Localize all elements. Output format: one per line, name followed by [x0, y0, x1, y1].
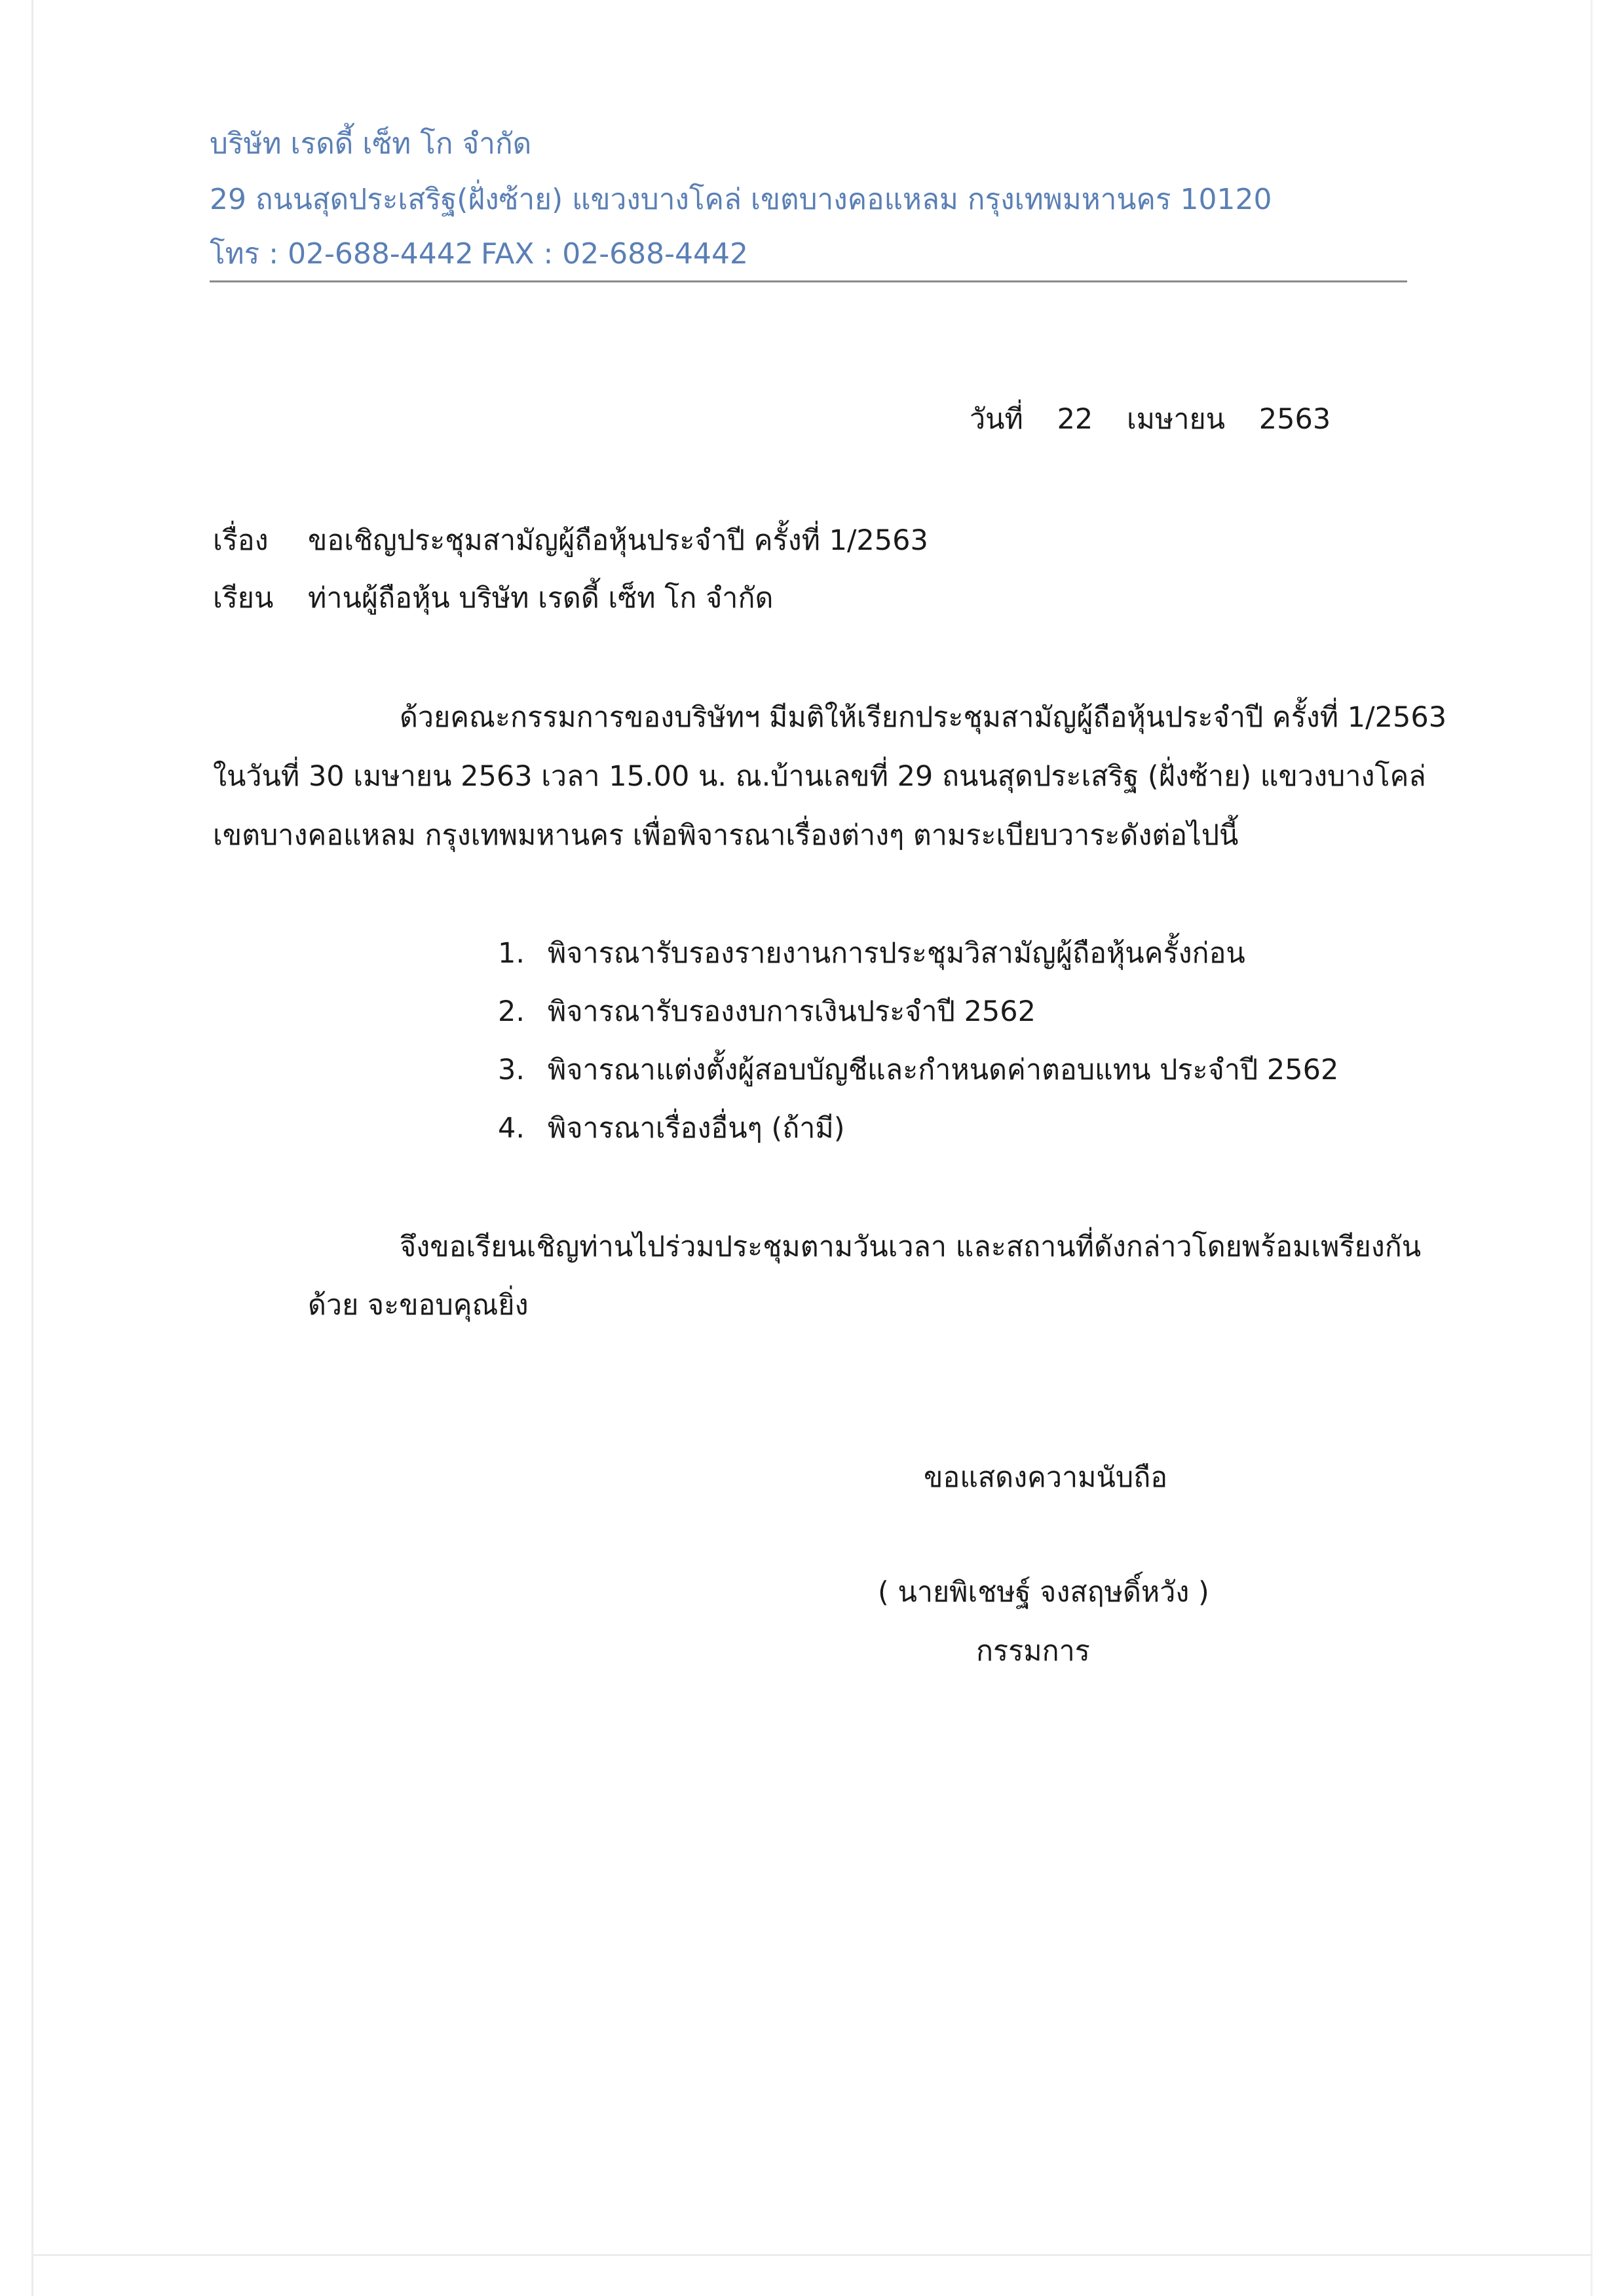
agenda-text: พิจารณารับรองรายงานการประชุมวิสามัญผู้ถือหุ้นครั้งก่อน	[548, 937, 1245, 970]
agenda-item	[498, 992, 1036, 1031]
date-day: 22	[1057, 403, 1093, 436]
page-edge-right	[1591, 0, 1593, 2296]
page-edge-left	[31, 0, 33, 2296]
agenda-number: 3.	[498, 1054, 525, 1086]
recipient-label: เรียน	[213, 582, 274, 615]
body-paragraph-line: ด้วย จะขอบคุณยิ่ง	[308, 1289, 529, 1322]
body-paragraph-line: จึงขอเรียนเชิญท่านไปร่วมประชุมตามวันเวลา และสถานที่ดังกล่าวโดยพร้อมเพรียงกัน	[400, 1231, 1422, 1263]
agenda-number: 4.	[498, 1112, 525, 1145]
company-phone: โทร : 02-688-4442	[210, 237, 474, 271]
company-address: 29 ถนนสุดประเสริฐ(ฝั่งซ้าย) แขวงบางโคล่ เขตบางคอแหลม กรุงเทพมหานคร 10120	[210, 183, 1272, 216]
body-paragraph-line: ในวันที่ 30 เมษายน 2563 เวลา 15.00 น. ณ.บ้านเลขที่ 29 ถนนสุดประเสริฐ (ฝั่งซ้าย) แขวงบางโคล่	[213, 760, 1426, 793]
date-label: วันที่	[970, 403, 1023, 436]
recipient-text: ท่านผู้ถือหุ้น บริษัท เรดดี้ เซ็ท โก จำกัด	[308, 582, 774, 615]
subject-label: เรื่อง	[213, 524, 269, 557]
agenda-item	[498, 1109, 845, 1148]
agenda-number: 1.	[498, 937, 525, 970]
signer-name: ( นายพิเชษฐ์ จงสฤษดิ์หวัง )	[878, 1576, 1209, 1609]
date-month: เมษายน	[1126, 403, 1226, 436]
agenda-item	[498, 1050, 1338, 1090]
letterhead-divider	[210, 280, 1407, 282]
date-year: 2563	[1258, 403, 1331, 436]
agenda-text: พิจารณาแต่งตั้งผู้สอบบัญชีและกำหนดค่าตอบแทน ประจำปี 2562	[548, 1054, 1339, 1086]
body-paragraph-line: เขตบางคอแหลม กรุงเทพมหานคร เพื่อพิจารณาเรื่องต่างๆ ตามระเบียบวาระดังต่อไปนี้	[213, 819, 1239, 852]
company-fax: FAX : 02-688-4442	[481, 237, 749, 271]
signer-title: กรรมการ	[976, 1635, 1090, 1668]
agenda-number: 2.	[498, 995, 525, 1028]
company-contact	[210, 235, 749, 274]
letter-date	[970, 400, 1331, 439]
agenda-item	[498, 934, 1245, 973]
page-edge-bottom	[31, 2254, 1593, 2256]
subject-text: ขอเชิญประชุมสามัญผู้ถือหุ้นประจำปี ครั้งที่ 1/2563	[308, 524, 928, 557]
agenda-text: พิจารณารับรองงบการเงินประจำปี 2562	[548, 995, 1036, 1028]
closing-phrase: ขอแสดงความนับถือ	[924, 1461, 1168, 1494]
company-name: บริษัท เรดดี้ เซ็ท โก จำกัด	[210, 127, 532, 161]
body-paragraph-line: ด้วยคณะกรรมการของบริษัทฯ มีมติให้เรียกประชุมสามัญผู้ถือหุ้นประจำปี ครั้งที่ 1/2563	[400, 701, 1447, 734]
agenda-text: พิจารณาเรื่องอื่นๆ (ถ้ามี)	[548, 1112, 845, 1145]
